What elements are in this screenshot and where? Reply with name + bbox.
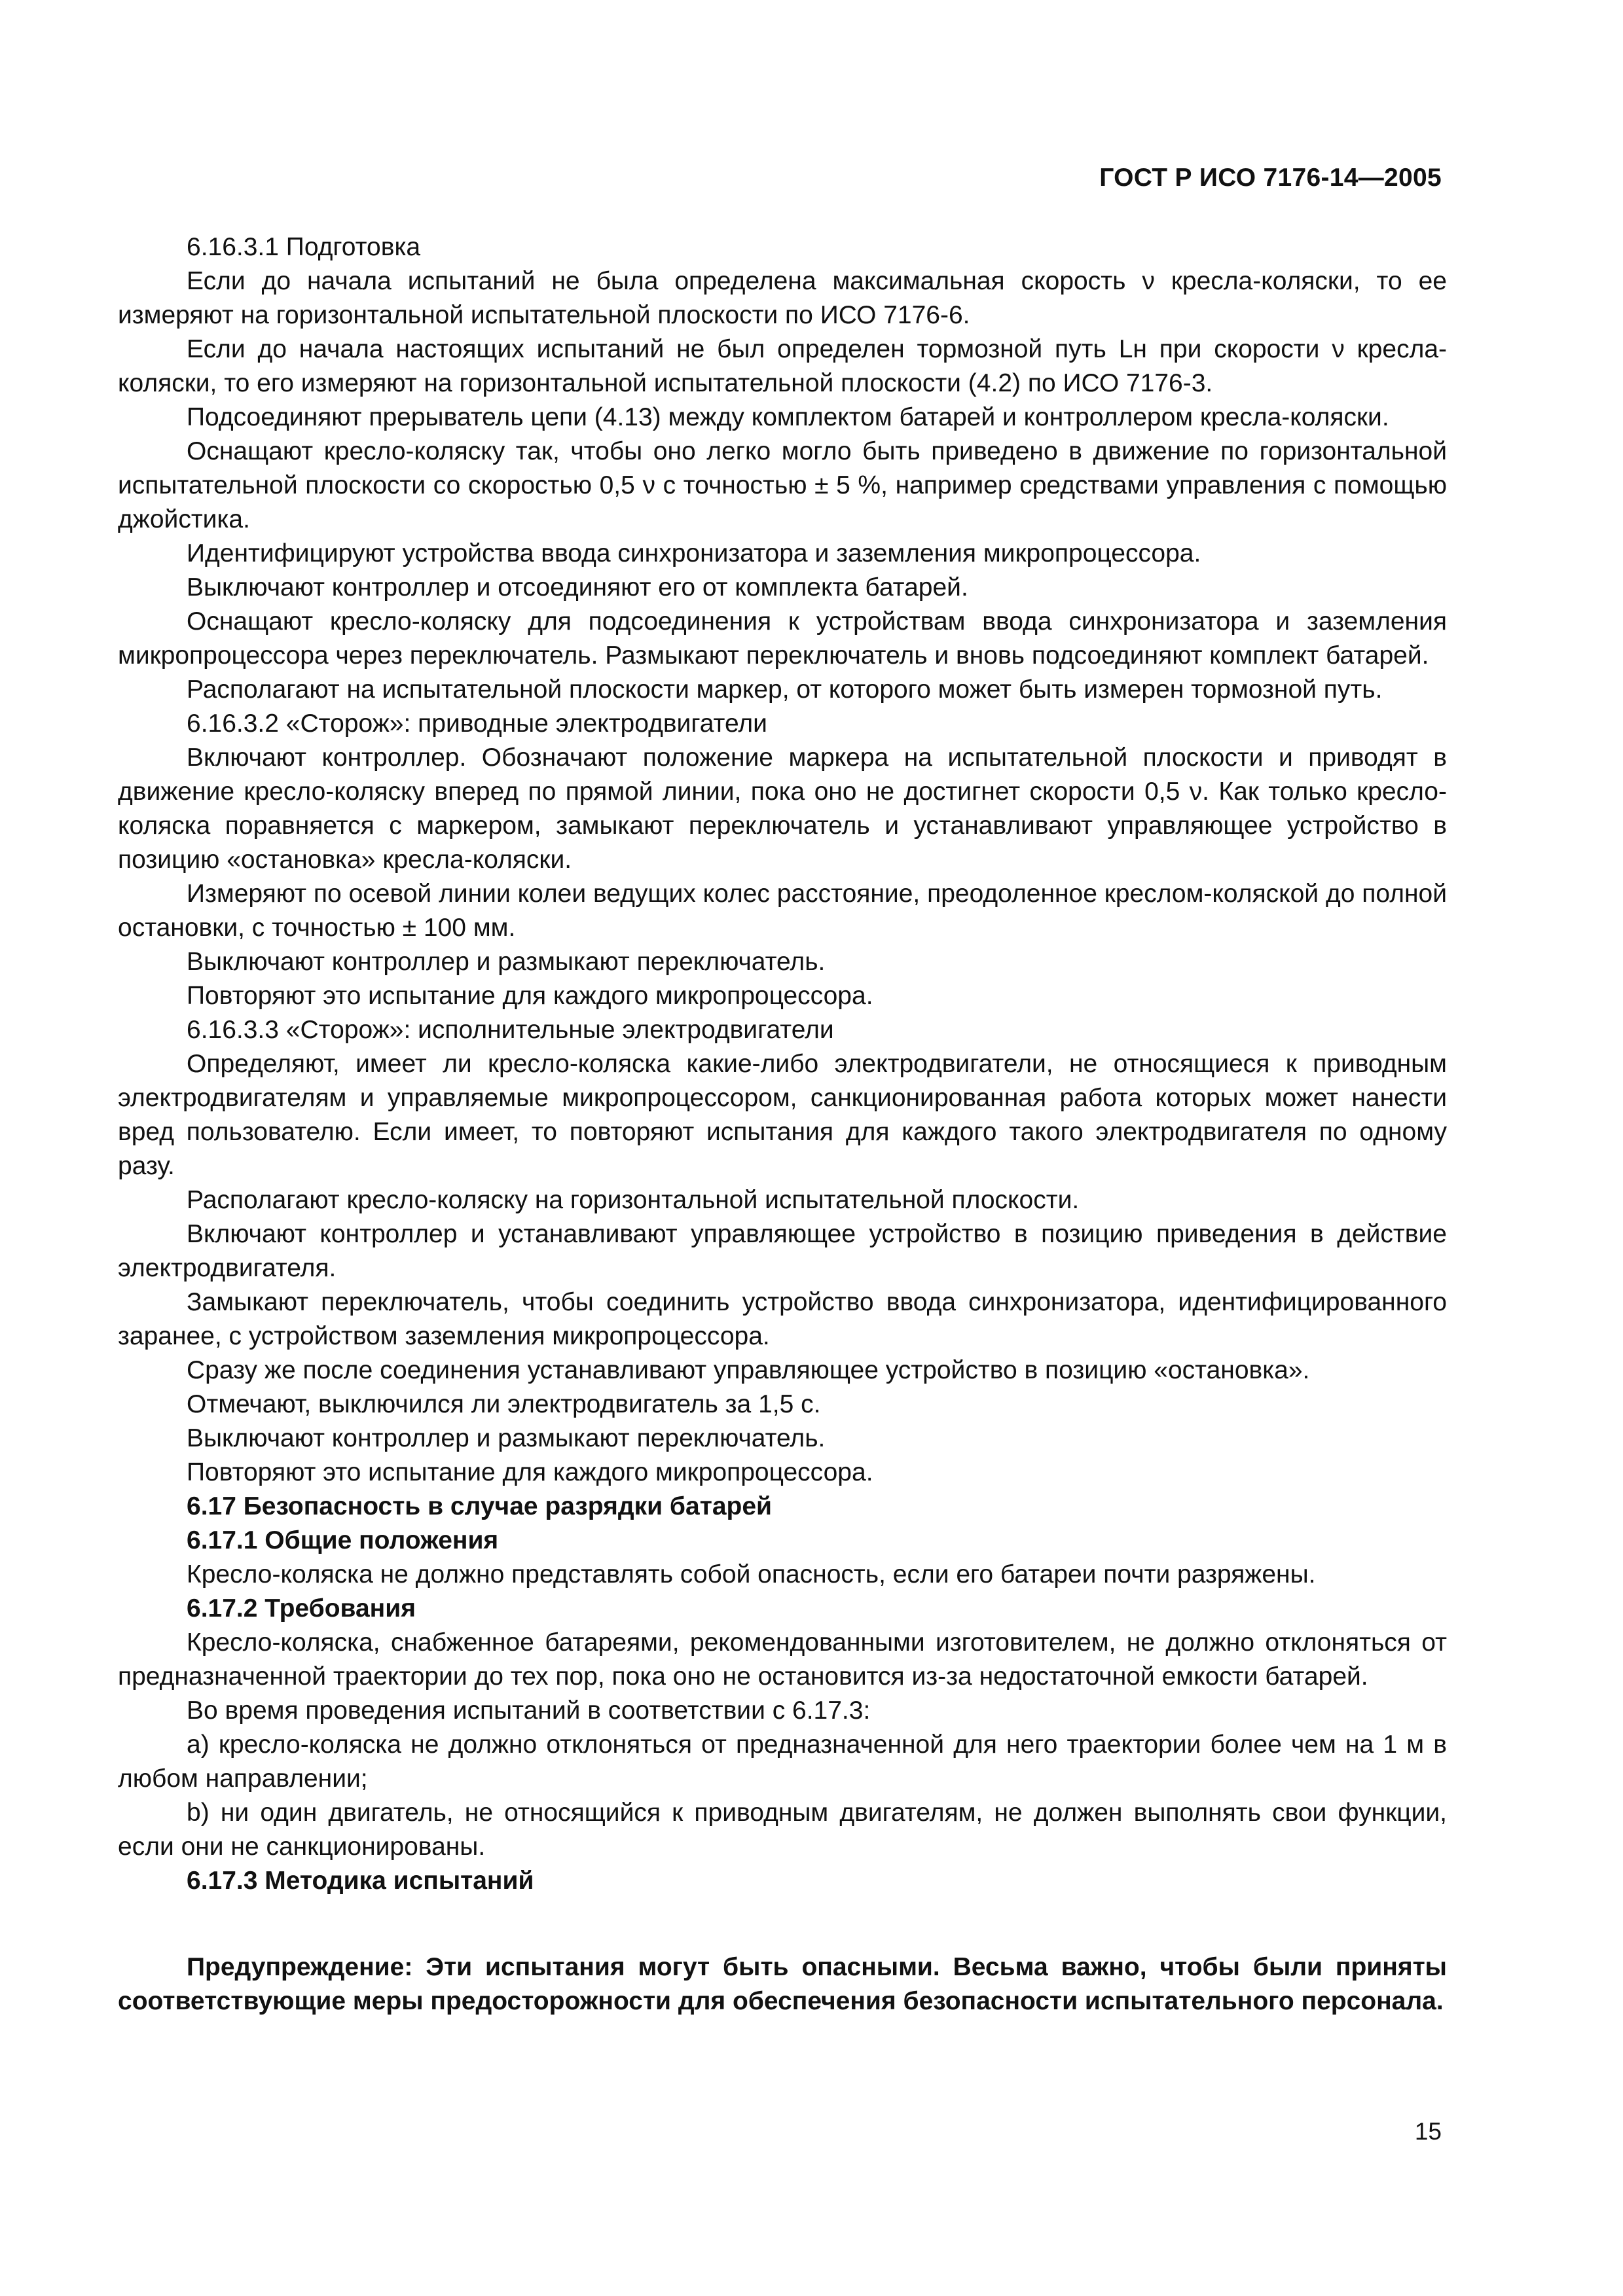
body-paragraph: Включают контроллер и устанавливают управляющее устройство в позицию приведения в действие электродвигателя. <box>118 1220 1447 1282</box>
body-paragraph: Подсоединяют прерыватель цепи (4.13) между комплектом батарей и контроллером кресла-коляски. <box>187 403 1389 431</box>
body-paragraph: Измеряют по осевой линии колеи ведущих колес расстояние, преодоленное креслом-коляской до полной остановки, с точностью ± 100 мм. <box>118 880 1447 942</box>
list-item-b: b) ни один двигатель, не относящийся к приводным двигателям, не должен выполнять свои функции, если они не санкционированы. <box>118 1799 1447 1861</box>
clause-6-16-3-2-title: 6.16.3.2 «Сторож»: приводные электродвигатели <box>187 709 767 738</box>
body-paragraph: Кресло-коляска не должно представлять собой опасность, если его батареи почти разряжены. <box>187 1560 1316 1588</box>
page-number: 15 <box>1414 2118 1442 2145</box>
body-paragraph: Определяют, имеет ли кресло-коляска какие-либо электродвигатели, не относящиеся к приводным электродвигателям и управляемые микропроцессором, санкционированная работа которых может нанести вред пользователю. Если имеет, то повторяют испытания для каждого такого электродвигателя по одному разу. <box>118 1050 1447 1180</box>
body-paragraph: Отмечают, выключился ли электродвигатель за 1,5 с. <box>187 1390 821 1418</box>
body-paragraph: Если до начала испытаний не была определена максимальная скорость ν кресла-коляски, то ее измеряют на горизонтальной испытательной плоскости по ИСО 7176-6. <box>118 267 1447 329</box>
body-paragraph: Оснащают кресло-коляску так, чтобы оно легко могло быть приведено в движение по горизонтальной испытательной плоскости со скоростью 0,5 ν с точностью ± 5 %, например средствами управления с помощью джойстика. <box>118 437 1447 533</box>
body-paragraph: Если до начала настоящих испытаний не был определен тормозной путь Lн при скорости ν кресла-коляски, то его измеряют на горизонтальной испытательной плоскости (4.2) по ИСО 7176-3. <box>118 335 1447 397</box>
body-paragraph: Повторяют это испытание для каждого микропроцессора. <box>187 982 873 1010</box>
body-paragraph: Сразу же после соединения устанавливают управляющее устройство в позицию «остановка». <box>187 1356 1310 1384</box>
body-paragraph: Повторяют это испытание для каждого микропроцессора. <box>187 1458 873 1486</box>
body-paragraph: Идентифицируют устройства ввода синхронизатора и заземления микропроцессора. <box>187 539 1201 567</box>
section-6-17-heading: 6.17 Безопасность в случае разрядки батарей <box>187 1492 772 1520</box>
clause-6-16-3-3-title: 6.16.3.3 «Сторож»: исполнительные электродвигатели <box>187 1016 834 1044</box>
standard-code-header: ГОСТ Р ИСО 7176-14—2005 <box>1099 164 1442 192</box>
body-paragraph: Замыкают переключатель, чтобы соединить устройство ввода синхронизатора, идентифицированного заранее, с устройством заземления микропроцессора. <box>118 1288 1447 1350</box>
body-paragraph: Кресло-коляска, снабженное батареями, рекомендованными изготовителем, не должно отклоняться от предназначенной траектории до тех пор, пока оно не остановится из-за недостаточной емкости батарей. <box>118 1628 1447 1691</box>
document-body <box>118 230 1447 2018</box>
clause-6-17-2-heading: 6.17.2 Требования <box>187 1594 416 1623</box>
list-item-a: а) кресло-коляска не должно отклоняться от предназначенной для него траектории более чем на 1 м в любом направлении; <box>118 1731 1447 1793</box>
clause-6-16-3-1-title: 6.16.3.1 Подготовка <box>187 233 421 261</box>
clause-6-17-1-heading: 6.17.1 Общие положения <box>187 1526 499 1554</box>
safety-warning: Предупреждение: Эти испытания могут быть опасными. Весьма важно, чтобы были приняты соответствующие меры предосторожности для обеспечения безопасности испытательного персонала. <box>118 1953 1447 2015</box>
body-paragraph: Выключают контроллер и размыкают переключатель. <box>187 948 826 976</box>
body-paragraph: Располагают кресло-коляску на горизонтальной испытательной плоскости. <box>187 1186 1080 1214</box>
body-paragraph: Выключают контроллер и отсоединяют его от комплекта батарей. <box>187 573 968 601</box>
body-paragraph: Оснащают кресло-коляску для подсоединения к устройствам ввода синхронизатора и заземления микропроцессора через переключатель. Размыкают переключатель и вновь подсоединяют комплект батарей. <box>118 607 1447 670</box>
body-paragraph: Включают контроллер. Обозначают положение маркера на испытательной плоскости и приводят в движение кресло-коляску вперед по прямой линии, пока оно не достигнет скорости 0,5 ν. Как только кресло-коляска поравняется с маркером, замыкают переключатель и устанавливают управляющее устройство в позицию «остановка» кресла-коляски. <box>118 744 1447 874</box>
body-paragraph: Во время проведения испытаний в соответствии с 6.17.3: <box>187 1696 871 1725</box>
clause-6-17-3-heading: 6.17.3 Методика испытаний <box>187 1867 534 1895</box>
body-paragraph: Выключают контроллер и размыкают переключатель. <box>187 1424 826 1452</box>
body-paragraph: Располагают на испытательной плоскости маркер, от которого может быть измерен тормозной путь. <box>187 675 1383 704</box>
